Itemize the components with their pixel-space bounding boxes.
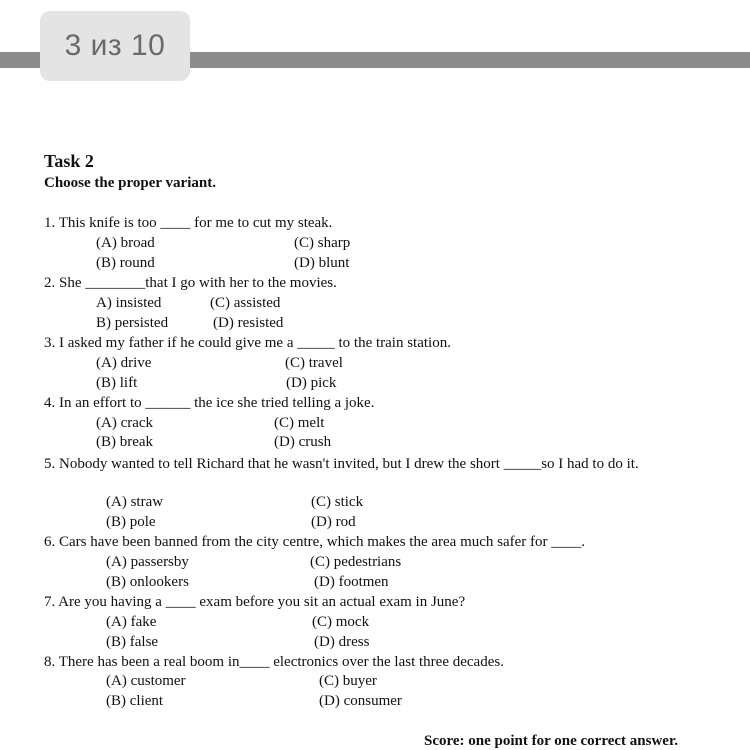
option-2b: B) persisted [96, 315, 169, 331]
option-7c: (C) mock [312, 614, 370, 630]
option-8d: (D) consumer [319, 693, 402, 709]
question-1: 1. This knife is too ____ for me to cut my steak. [44, 215, 333, 231]
option-3c: (C) travel [285, 355, 343, 371]
option-1a: (A) broad [96, 235, 155, 251]
option-5a: (A) straw [106, 494, 164, 510]
question-2: 2. She ________that I go with her to the movies. [44, 275, 337, 291]
option-3d: (D) pick [286, 375, 337, 391]
option-7a: (A) fake [106, 614, 157, 630]
option-5b: (B) pole [106, 514, 156, 530]
option-4d: (D) crush [274, 434, 332, 450]
question-7: 7. Are you having a ____ exam before you sit an actual exam in June? [44, 594, 466, 610]
question-5: 5. Nobody wanted to tell Richard that he wasn't invited, but I drew the short _____so I had to do it. [44, 456, 639, 472]
option-4b: (B) break [96, 434, 154, 450]
question-4: 4. In an effort to ______ the ice she tried telling a joke. [44, 395, 375, 411]
option-3b: (B) lift [96, 375, 138, 391]
option-4a: (A) crack [96, 415, 154, 431]
option-8c: (C) buyer [319, 673, 377, 689]
option-6a: (A) passersby [106, 554, 189, 570]
question-8: 8. There has been a real boom in____ electronics over the last three decades. [44, 654, 504, 670]
option-8a: (A) customer [106, 673, 186, 689]
option-3a: (A) drive [96, 355, 152, 371]
option-6c: (C) pedestrians [310, 554, 402, 570]
option-1b: (B) round [96, 255, 155, 271]
option-2a: A) insisted [96, 295, 162, 311]
question-3: 3. I asked my father if he could give me a _____ to the train station. [44, 335, 451, 351]
option-7b: (B) false [106, 634, 159, 650]
option-1d: (D) blunt [294, 255, 350, 271]
question-6: 6. Cars have been banned from the city centre, which makes the area much safer for ____. [44, 534, 586, 550]
option-4c: (C) melt [274, 415, 325, 431]
task-title: Task 2 [44, 151, 94, 171]
score-note: Score: one point for one correct answer. [424, 733, 678, 749]
option-8b: (B) client [106, 693, 164, 709]
option-2d: (D) resisted [213, 315, 284, 331]
option-5c: (C) stick [311, 494, 364, 510]
option-6d: (D) footmen [314, 574, 389, 590]
task-instruction: Choose the proper variant. [44, 175, 216, 191]
option-5d: (D) rod [311, 514, 356, 530]
option-2c: (C) assisted [210, 295, 281, 311]
page-indicator-badge: 3 из 10 [40, 11, 190, 81]
option-7d: (D) dress [314, 634, 370, 650]
option-6b: (B) onlookers [106, 574, 189, 590]
option-1c: (C) sharp [294, 235, 351, 251]
